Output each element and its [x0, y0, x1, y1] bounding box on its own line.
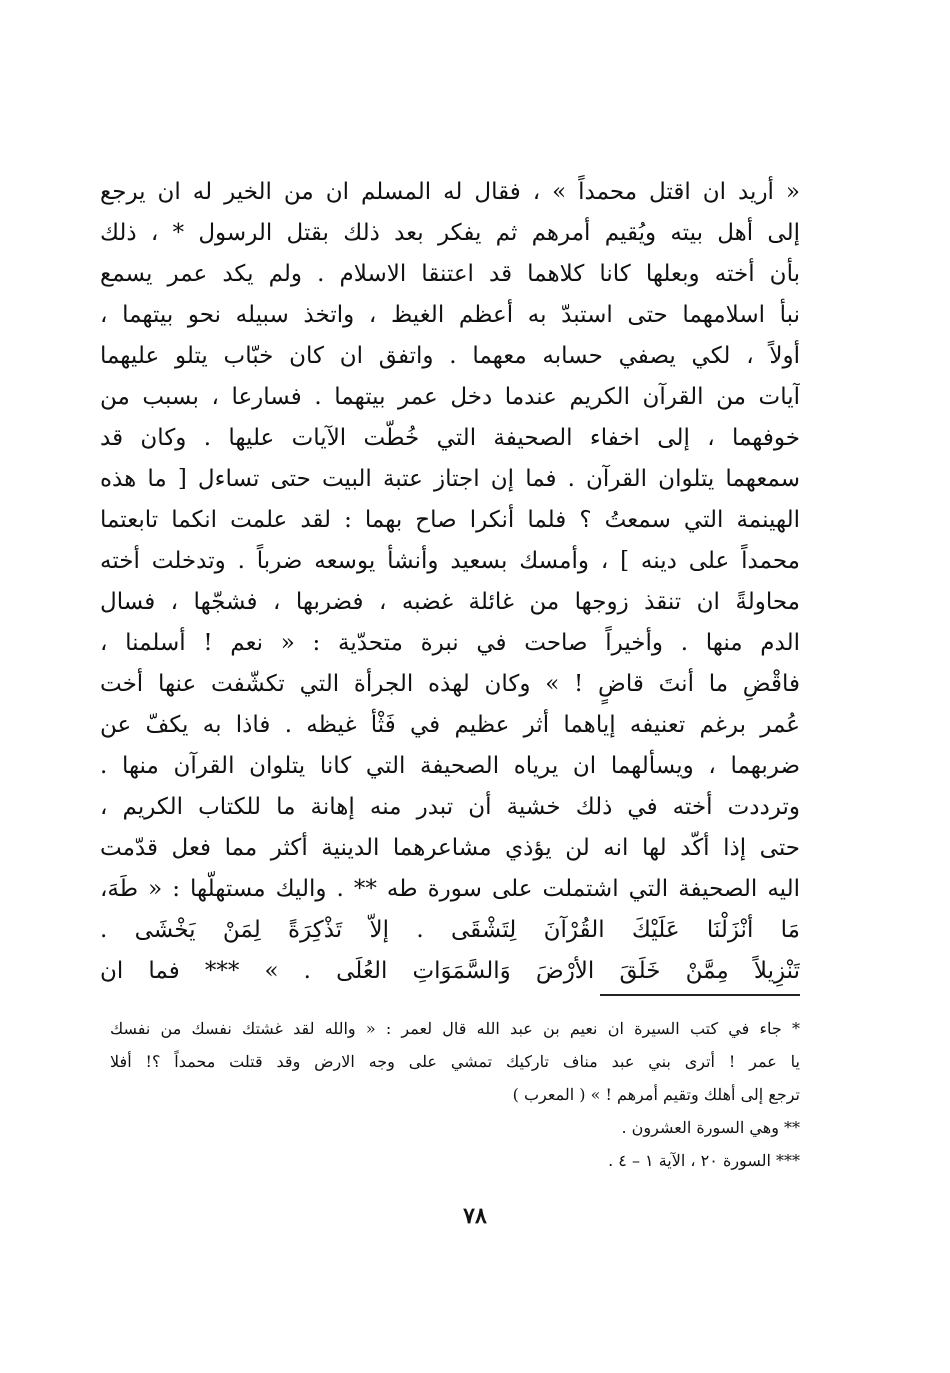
footnote-line: ترجع إلى أهلك وتقيم أمرهم ! » ( المعرب ): [512, 1085, 800, 1104]
text-line: نبأ اسلامهما حتى استبدّ به أعظم الغيظ ، واتخذ سبيله نحو بيتهما ،: [100, 302, 800, 328]
text-line: آيات من القرآن الكريم عندما دخل عمر بيتهما . فسارعا ، بسبب من: [100, 384, 800, 410]
text-line: إلى أهل بيته ويُقيم أمرهم ثم يفكر بعد ذلك بقتل الرسول * ، ذلك: [100, 220, 800, 246]
text-line: الدم منها . وأخيراً صاحت في نبرة متحدّية : « نعم ! أسلمنا ،: [100, 630, 800, 656]
footnote-divider: [600, 994, 800, 996]
text-line: سمعهما يتلوان القرآن . فما إن اجتاز عتبة البيت حتى تساءل [ ما هذه: [100, 466, 800, 492]
text-line: « أريد ان اقتل محمداً » ، فقال له المسلم ان من الخير له ان يرجع: [100, 179, 800, 205]
text-line: اليه الصحيفة التي اشتملت على سورة طه ** . واليك مستهلّها : « طَهَ،: [100, 876, 800, 902]
page-number: ٧٨: [463, 1203, 487, 1229]
text-line: وترددت أخته في ذلك خشية أن تبدر منه إهانة ما للكتاب الكريم ،: [100, 794, 800, 820]
text-line: محاولةً ان تنقذ زوجها من غائلة غضبه ، فضربها ، فشجّها ، فسال: [100, 589, 800, 615]
quran-verse-line: تَنْزِيلاً مِمَّنْ خَلَقَ الأرْضَ وَالسَّمَوَاتِ العُلَى . » *** فما ان: [100, 958, 800, 984]
body-text: [100, 172, 800, 992]
footnote-line: يا عمر ! أترى بني عبد مناف تاركيك تمشي على وجه الارض وقد قتلت محمداً ؟! أفلا: [110, 1052, 800, 1071]
footnotes: [110, 1012, 800, 1177]
footnote-line: *** السورة ٢٠ ، الآية ١ – ٤ .: [608, 1151, 800, 1170]
footnote-line: ** وهي السورة العشرون .: [621, 1118, 800, 1137]
text-line: حتى إذا أكّد لها انه لن يؤذي مشاعرهما الدينية أكثر مما فعل قدّمت: [100, 835, 800, 861]
text-line: ضربهما ، ويسألهما ان يرياه الصحيفة التي كانا يتلوان القرآن منها .: [100, 753, 800, 779]
text-line: خوفهما ، إلى اخفاء الصحيفة التي خُطّت الآيات عليها . وكان قد: [100, 425, 800, 451]
text-line: أولاً ، لكي يصفي حسابه معهما . واتفق ان كان خبّاب يتلو عليهما: [100, 343, 800, 369]
quran-verse-line: مَا أنْزَلْنَا عَلَيْكَ القُرْآنَ لِتَشْقَى . إلاّ تَذْكِرَةً لِمَنْ يَخْشَى .: [100, 917, 800, 943]
text-line: الهينمة التي سمعتُ ؟ فلما أنكرا صاح بهما : لقد علمت انكما تابعتما: [100, 507, 800, 533]
text-line: عُمر برغم تعنيفه إياهما أثر عظيم في فَثْأ غيظه . فاذا به يكفّ عن: [100, 712, 800, 738]
text-line: محمداً على دينه ] ، وأمسك بسعيد وأنشأ يوسعه ضرباً . وتدخلت أخته: [100, 548, 800, 574]
text-line: فاقْضِ ما أنتَ قاضٍ ! » وكان لهذه الجرأة التي تكشّفت عنها أخت: [100, 671, 800, 697]
footnote-line: * جاء في كتب السيرة ان نعيم بن عبد الله قال لعمر : « والله لقد غشتك نفسك من نفسك: [110, 1019, 800, 1038]
text-line: بأن أخته وبعلها كانا كلاهما قد اعتنقا الاسلام . ولم يكد عمر يسمع: [100, 261, 800, 287]
